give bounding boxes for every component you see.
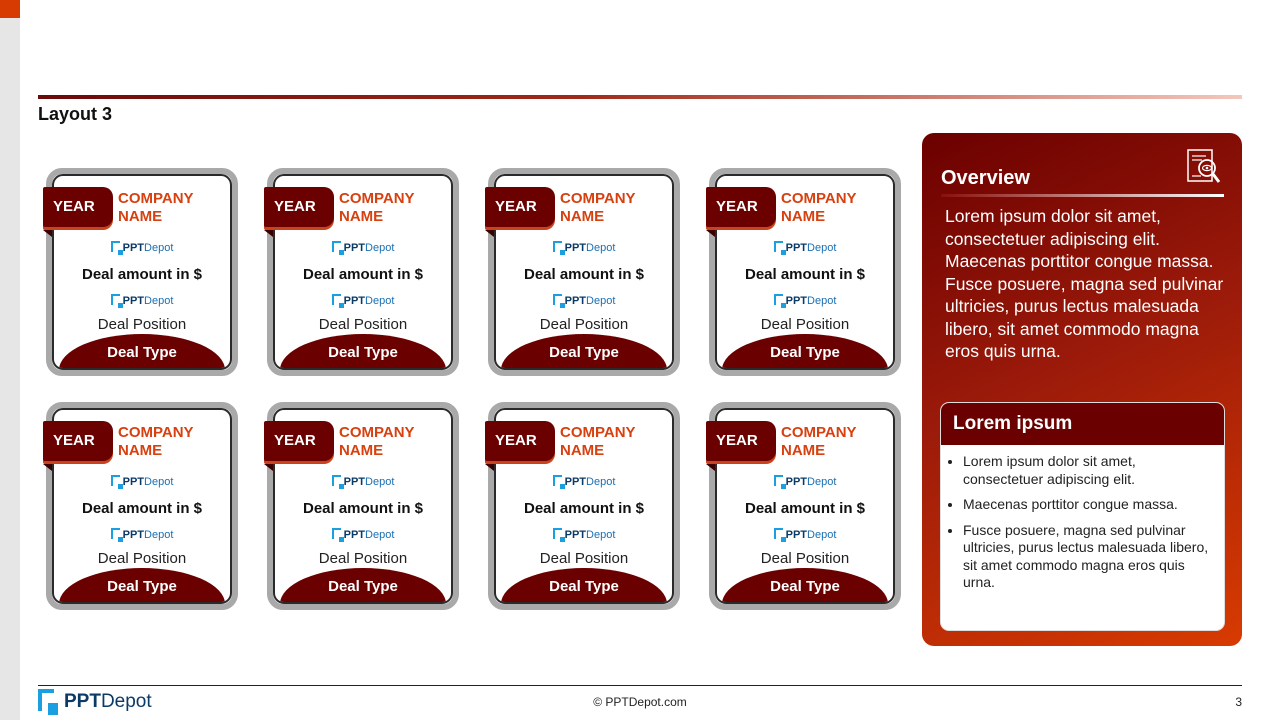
deal-position: Deal Position <box>760 550 850 567</box>
year-tab-fold <box>264 464 273 471</box>
company-name: COMPANY NAME <box>560 190 636 225</box>
deal-card <box>709 402 901 610</box>
deal-amount: Deal amount in $ <box>81 266 203 283</box>
bullet-item: • Fusce posuere, magna sed pulvinar ultricies, purus lectus malesuada libero, sit amet commodo magna eros quis urna. <box>963 522 1212 592</box>
footer-logo-light: Depot <box>100 691 152 712</box>
document-search-icon <box>1187 149 1221 185</box>
deal-position: Deal Position <box>760 316 850 333</box>
pptdepot-logo: PPTDepot <box>54 528 230 542</box>
pptdepot-logo-icon <box>553 294 562 305</box>
deal-card <box>267 168 459 376</box>
deal-type-badge: Deal Type <box>501 334 667 370</box>
pptdepot-logo: PPTDepot <box>496 528 672 542</box>
year-tab-fold <box>43 464 52 471</box>
pptdepot-logo: PPTDepot <box>496 241 672 255</box>
deal-amount: Deal amount in $ <box>744 266 866 283</box>
page-title: Layout 3 <box>38 104 113 124</box>
pptdepot-logo: PPTDepot <box>54 294 230 308</box>
deal-position: Deal Position <box>539 316 629 333</box>
pptdepot-logo: PPTDepot <box>496 475 672 489</box>
page-number: 3 <box>1235 695 1242 709</box>
pptdepot-logo-icon <box>332 528 341 539</box>
bullet-item: • Maecenas porttitor congue massa. <box>963 496 1212 514</box>
deal-type-badge: Deal Type <box>280 568 446 604</box>
left-strip <box>0 0 20 720</box>
deal-amount: Deal amount in $ <box>81 500 203 517</box>
year-tab-fold <box>485 230 494 237</box>
deal-card <box>267 402 459 610</box>
pptdepot-logo: PPTDepot <box>717 294 893 308</box>
pptdepot-logo: PPTDepot <box>496 294 672 308</box>
company-name: COMPANY NAME <box>781 424 857 459</box>
bullet-item: • Lorem ipsum dolor sit amet, consectetuer adipiscing elit. <box>963 453 1212 488</box>
deal-amount: Deal amount in $ <box>302 500 424 517</box>
overview-text: Lorem ipsum dolor sit amet, consectetuer adipiscing elit. Maecenas porttitor congue massa. Fusce posuere, magna sed pulvinar ultricies, purus lectus malesuada libero, sit amet commodo magna eros quis urna. <box>945 206 1224 361</box>
deal-type-badge: Deal Type <box>722 334 888 370</box>
company-name: COMPANY NAME <box>339 190 415 225</box>
deal-card <box>46 168 238 376</box>
pptdepot-logo-icon <box>332 241 341 252</box>
title-divider <box>38 95 1242 99</box>
pptdepot-logo: PPTDepot <box>275 294 451 308</box>
deal-type-badge: Deal Type <box>59 334 225 370</box>
pptdepot-logo-icon <box>774 528 783 539</box>
deal-amount: Deal amount in $ <box>523 266 645 283</box>
pptdepot-logo-icon <box>111 475 120 486</box>
deal-position: Deal Position <box>318 550 408 567</box>
deal-position: Deal Position <box>539 550 629 567</box>
year-tab: YEAR <box>43 421 113 461</box>
pptdepot-logo: PPTDepot <box>275 528 451 542</box>
deal-position: Deal Position <box>318 316 408 333</box>
year-tab: YEAR <box>706 187 776 227</box>
pptdepot-logo: PPTDepot <box>275 475 451 489</box>
year-tab-fold <box>706 230 715 237</box>
pptdepot-logo-icon <box>111 241 120 252</box>
company-name: COMPANY NAME <box>560 424 636 459</box>
deal-card <box>488 168 680 376</box>
lorem-box <box>941 403 1224 630</box>
pptdepot-logo: PPTDepot <box>717 528 893 542</box>
year-tab: YEAR <box>485 421 555 461</box>
company-name: COMPANY NAME <box>118 190 194 225</box>
deal-amount: Deal amount in $ <box>523 500 645 517</box>
company-name: COMPANY NAME <box>781 190 857 225</box>
year-tab-fold <box>485 464 494 471</box>
year-tab-fold <box>43 230 52 237</box>
pptdepot-logo-icon <box>553 475 562 486</box>
deal-card <box>709 168 901 376</box>
pptdepot-logo-icon <box>332 475 341 486</box>
deal-position: Deal Position <box>97 550 187 567</box>
pptdepot-logo-icon <box>553 241 562 252</box>
footer-divider <box>38 685 1242 686</box>
pptdepot-logo-icon <box>332 294 341 305</box>
lorem-box-title: Lorem ipsum <box>941 403 1224 445</box>
year-tab: YEAR <box>43 187 113 227</box>
overview-title: Overview <box>941 167 1030 189</box>
pptdepot-logo: PPTDepot <box>717 241 893 255</box>
pptdepot-logo: PPTDepot <box>54 475 230 489</box>
deal-type-badge: Deal Type <box>280 334 446 370</box>
overview-panel <box>922 133 1242 646</box>
pptdepot-logo: PPTDepot <box>54 241 230 255</box>
lorem-bullet-list <box>941 445 1224 592</box>
pptdepot-logo-icon <box>111 294 120 305</box>
deal-card <box>46 402 238 610</box>
year-tab: YEAR <box>264 187 334 227</box>
copyright-text: © PPTDepot.com <box>593 695 687 709</box>
deal-amount: Deal amount in $ <box>744 500 866 517</box>
year-tab: YEAR <box>264 421 334 461</box>
pptdepot-logo: PPTDepot <box>717 475 893 489</box>
deal-card <box>488 402 680 610</box>
company-name: COMPANY NAME <box>118 424 194 459</box>
pptdepot-logo: PPTDepot <box>275 241 451 255</box>
pptdepot-logo-icon <box>774 475 783 486</box>
pptdepot-logo-icon <box>111 528 120 539</box>
year-tab-fold <box>706 464 715 471</box>
pptdepot-logo-icon <box>553 528 562 539</box>
company-name: COMPANY NAME <box>339 424 415 459</box>
year-tab-fold <box>264 230 273 237</box>
deal-position: Deal Position <box>97 316 187 333</box>
overview-divider <box>941 194 1224 197</box>
pptdepot-logo-icon <box>774 294 783 305</box>
year-tab: YEAR <box>485 187 555 227</box>
corner-accent <box>0 0 20 18</box>
deal-amount: Deal amount in $ <box>302 266 424 283</box>
footer-logo-bold: PPT <box>64 691 101 712</box>
deal-type-badge: Deal Type <box>722 568 888 604</box>
year-tab: YEAR <box>706 421 776 461</box>
deal-type-badge: Deal Type <box>59 568 225 604</box>
deal-type-badge: Deal Type <box>501 568 667 604</box>
pptdepot-logo-icon <box>774 241 783 252</box>
